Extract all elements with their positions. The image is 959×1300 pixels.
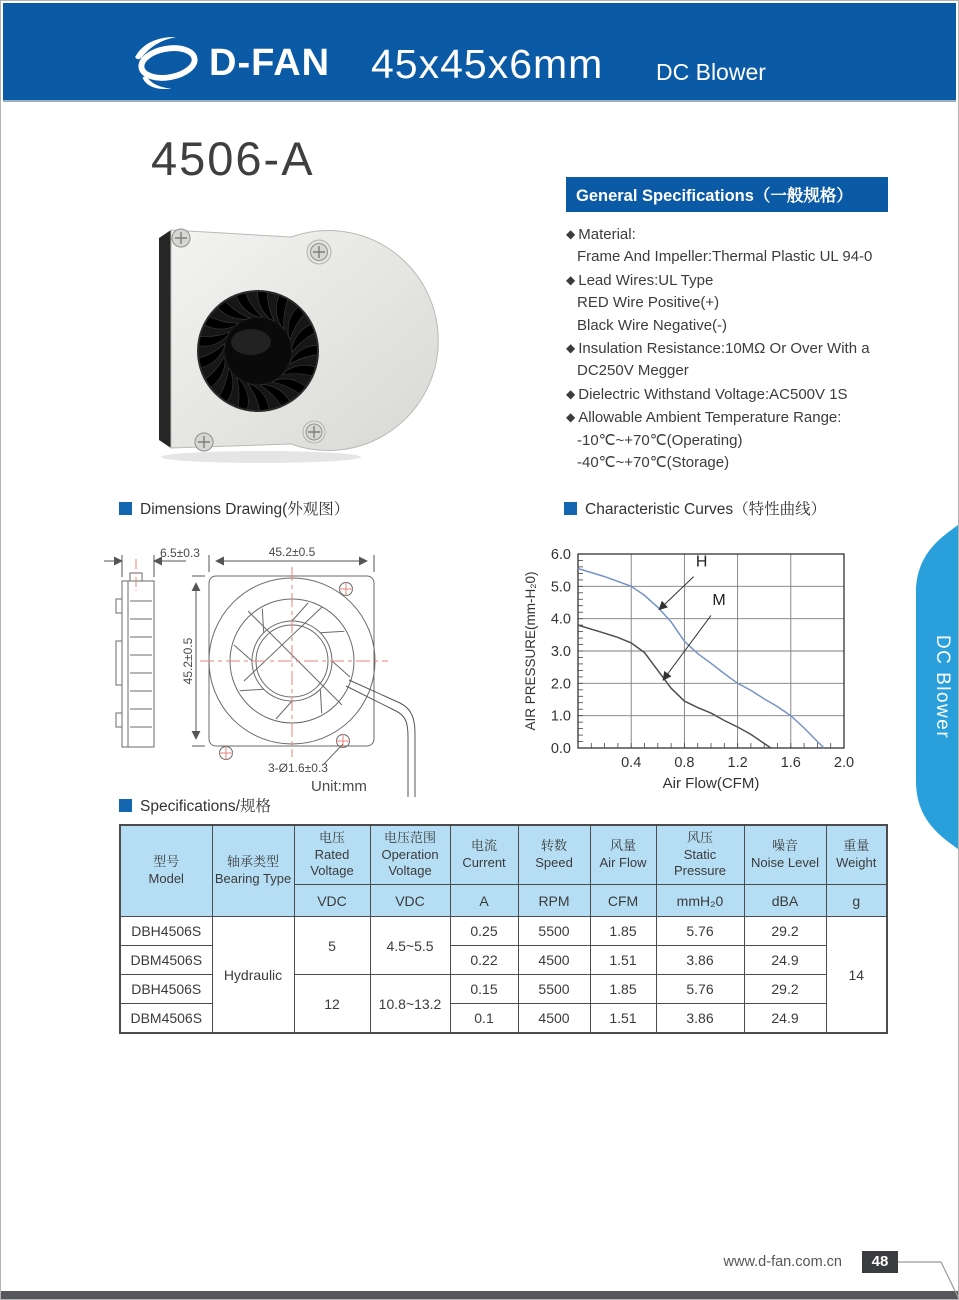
svg-text:5.0: 5.0 (550, 579, 571, 596)
spec-item: -40℃~+70℃(Storage) (577, 454, 730, 472)
svg-text:H: H (695, 553, 708, 571)
dim-front-width: 45.2±0.5 (268, 545, 316, 559)
blue-square-bullet (119, 502, 132, 515)
diamond-bullet: ◆ (566, 227, 576, 241)
col-header-noise: 噪音 Noise Level (744, 825, 826, 885)
curves-section-title: Characteristic Curves（特性曲线） (585, 501, 827, 518)
svg-text:1.0: 1.0 (550, 708, 571, 725)
weight-cell: 14 (826, 917, 887, 1034)
svg-text:0.4: 0.4 (621, 755, 642, 771)
col-header-current: 电流 Current (450, 825, 518, 885)
header-bar (3, 3, 956, 100)
col-header-static-pressure: 风压 Static Pressure (656, 825, 744, 885)
col-header-operation-voltage: 电压范围 Operation Voltage (370, 825, 450, 885)
diamond-bullet: ◆ (566, 386, 576, 401)
table-row: DBH4506S Hydraulic 5 4.5~5.5 0.25 5500 1.85 5.76 29.2 14 (120, 917, 887, 946)
spec-item: ◆ Lead Wires:UL Type (566, 271, 714, 289)
svg-text:0.0: 0.0 (550, 741, 571, 757)
spec-item: Frame And Impeller:Thermal Plastic UL 94-0 (577, 248, 873, 266)
dim-side-width: 6.5±0.3 (160, 546, 200, 560)
col-header-bearing: 轴承类型 Bearing Type (212, 825, 294, 917)
diamond-bullet: ◆ (566, 272, 576, 287)
product-type: DC Blower (656, 59, 766, 85)
table-row: DBH4506S 12 10.8~13.2 0.15 5500 1.85 5.76 29.2 (120, 975, 887, 1004)
dimensions-drawing (96, 541, 511, 806)
spec-item: Black Wire Negative(-) (577, 316, 728, 334)
blue-square-bullet (564, 502, 577, 515)
svg-text:6.0: 6.0 (550, 547, 571, 563)
spec-item: -10℃~+70℃(Operating) (577, 431, 743, 449)
spec-item: ◆ Allowable Ambient Temperature Range: (566, 409, 842, 427)
specs-section-title: Specifications/规格 (140, 798, 271, 815)
footer-corner-line (896, 1251, 959, 1300)
diamond-bullet: ◆ (566, 410, 576, 425)
svg-text:1.2: 1.2 (727, 755, 748, 771)
product-photo (141, 204, 461, 474)
dim-front-height: 45.2±0.5 (181, 637, 195, 685)
model-number: 4506-A (151, 132, 315, 185)
col-header-rated-voltage: 电压 Rated Voltage (294, 825, 370, 885)
curves-section-header (564, 497, 826, 519)
units-row: VDC VDC A RPM CFM mmH₂0 dBA g (120, 885, 887, 917)
svg-text:2.0: 2.0 (550, 676, 571, 693)
spec-item: ◆ Insulation Resistance:10MΩ Or Over With a (566, 340, 870, 358)
svg-text:AIR PRESSURE(mm-H₂0): AIR PRESSURE(mm-H₂0) (523, 571, 538, 731)
page-bottom-bar (1, 1291, 958, 1299)
svg-text:2.0: 2.0 (833, 755, 855, 771)
side-tab-label: DC Blower (932, 634, 953, 740)
spec-item: RED Wire Positive(+) (577, 294, 720, 312)
spec-table (119, 824, 888, 1034)
svg-text:M: M (712, 592, 726, 610)
general-specs-panel (566, 177, 888, 474)
svg-text:4.0: 4.0 (550, 611, 571, 628)
blue-square-bullet (119, 799, 132, 812)
spec-item: ◆ Material: (566, 226, 636, 243)
drawing-unit-label: Unit:mm (311, 778, 367, 795)
fan-swirl-icon (129, 37, 207, 89)
website-url: www.d-fan.com.cn (723, 1254, 842, 1270)
table-row: DBM4506S 0.22 4500 1.51 3.86 24.9 (120, 946, 887, 975)
brand-name: D-FAN (209, 41, 331, 84)
specs-section-header (119, 794, 271, 816)
diamond-bullet: ◆ (566, 341, 576, 356)
table-row: DBM4506S 0.1 4500 1.51 3.86 24.9 (120, 1004, 887, 1034)
characteristic-curves-chart (514, 536, 904, 796)
dimensions-section-header (119, 497, 349, 519)
general-specs-list (566, 223, 888, 474)
product-size: 45x45x6mm (371, 41, 604, 87)
general-specs-title: General Specifications（一般规格） (566, 177, 888, 212)
svg-text:0.8: 0.8 (674, 755, 695, 771)
col-header-weight: 重量 Weight (826, 825, 887, 885)
side-tab (902, 519, 958, 855)
col-header-air-flow: 风量 Air Flow (590, 825, 656, 885)
svg-text:1.6: 1.6 (780, 755, 801, 771)
page-number-badge: 48 (862, 1251, 898, 1273)
svg-text:3.0: 3.0 (550, 644, 571, 660)
spec-item: DC250V Megger (577, 362, 689, 380)
svg-text:Air Flow(CFM): Air Flow(CFM) (662, 775, 760, 792)
spec-item: ◆ Dielectric Withstand Voltage:AC500V 1S (566, 385, 848, 403)
dim-holes: 3-Ø1.6±0.3 (268, 761, 328, 775)
col-header-model: 型号 Model (120, 825, 212, 917)
brand-logo (129, 37, 330, 89)
col-header-speed: 转数 Speed (518, 825, 590, 885)
dimensions-section-title: Dimensions Drawing(外观图） (140, 501, 350, 518)
bearing-type-cell: Hydraulic (212, 917, 294, 1034)
